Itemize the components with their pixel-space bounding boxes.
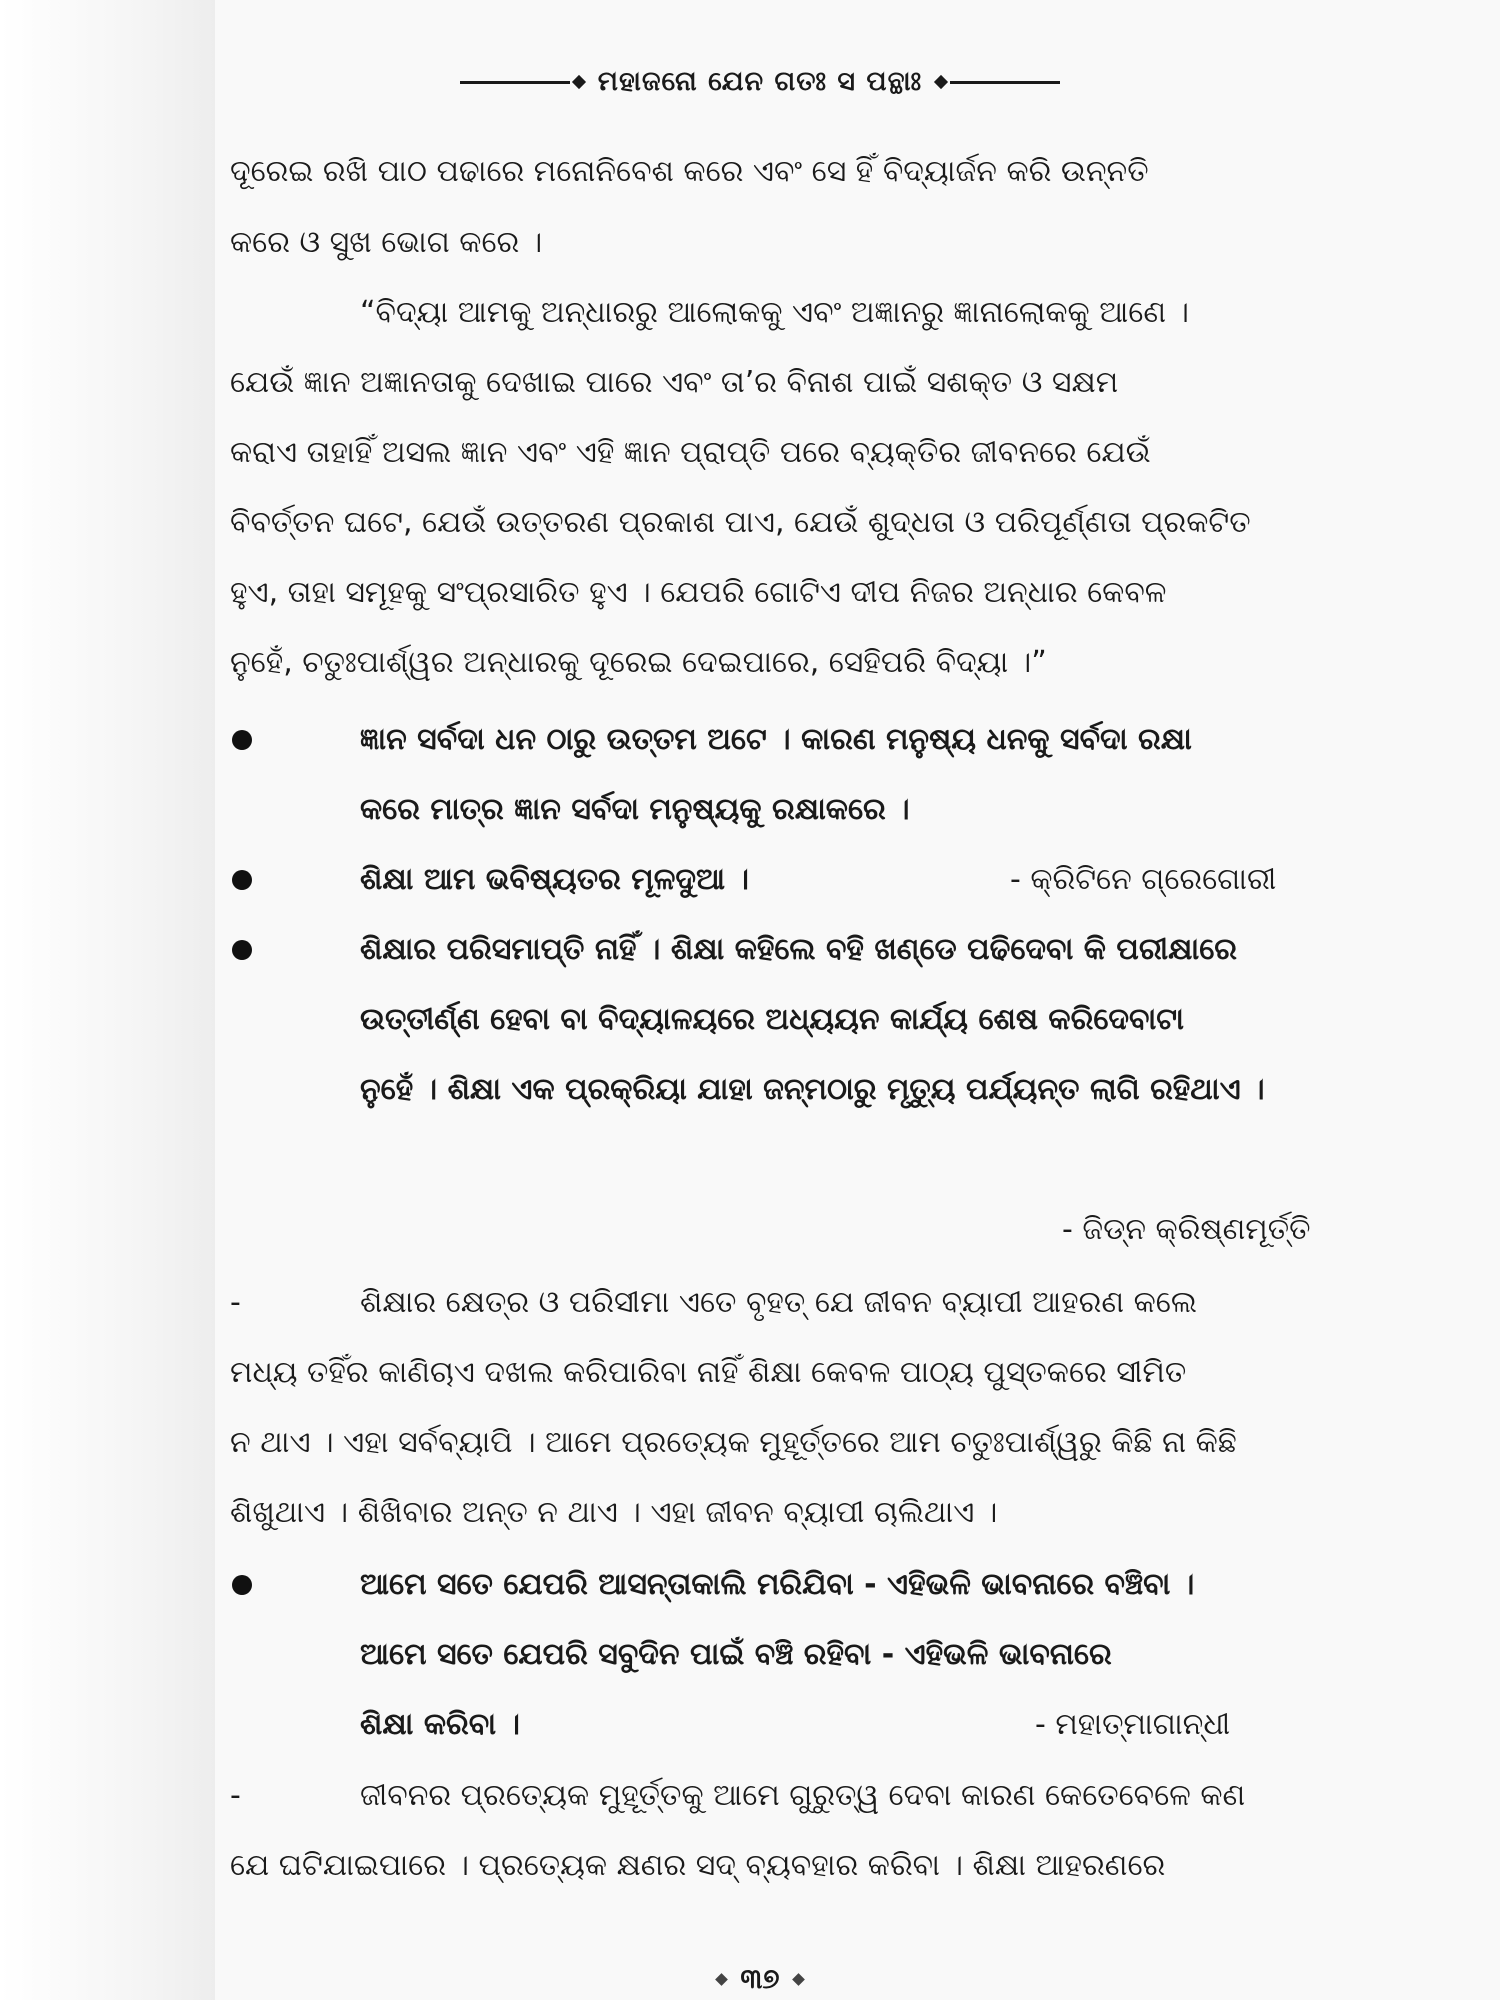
header-rule-left	[460, 81, 570, 84]
header-diamond-right-icon	[934, 75, 948, 89]
page-number: ୩୭	[740, 1962, 780, 1995]
header-rule-right	[950, 81, 1060, 84]
paragraph-line: ଶିଖୁଥାଏ । ଶିଖିବାର ଅନ୍ତ ନ ଥାଏ । ଏହା ଜୀବନ ବ୍ୟାପୀ ଚାଲିଥାଏ ।	[230, 1495, 998, 1530]
paragraph-line: ଦୂରେଇ ରଖି ପାଠ ପଢାରେ ମନୋନିବେଶ କରେ ଏବଂ ସେ ହିଁ ବିଦ୍ୟାର୍ଜନ କରି ଉନ୍ନତି	[230, 154, 1149, 189]
bullet-text: ଶିକ୍ଷା ଆମ ଭବିଷ୍ୟତର ମୂଳଦୁଆ ।	[360, 862, 750, 897]
quote-line: କରାଏ ତାହାହିଁ ଅସଲ ଜ୍ଞାନ ଏବଂ ଏହି ଜ୍ଞାନ ପ୍ରାପ୍ତି ପରେ ବ୍ୟକ୍ତିର ଜୀବନରେ ଯେଉଁ	[230, 435, 1151, 470]
bullet-icon	[232, 730, 252, 750]
paragraph-dash: -	[230, 1285, 241, 1320]
header-diamond-left-icon	[572, 75, 586, 89]
bullet-text: ଶିକ୍ଷା କରିବା ।	[360, 1707, 520, 1742]
paragraph-line: ମଧ୍ୟ ତହିଁର କାଣିଚାଏ ଦଖଲ କରିପାରିବା ନାହିଁ ଶିକ୍ଷା କେବଳ ପାଠ୍ୟ ପୁସ୍ତକରେ ସୀମିତ	[230, 1355, 1187, 1390]
quote-line: ବିବର୍ତ୍ତନ ଘଟେ, ଯେଉଁ ଉତ୍ତରଣ ପ୍ରକାଶ ପାଏ, ଯେଉଁ ଶୁଦ୍ଧତା ଓ ପରିପୂର୍ଣ୍ଣତା ପ୍ରକଟିତ	[230, 505, 1251, 540]
bullet-text: ଶିକ୍ଷାର ପରିସମାପ୍ତି ନାହିଁ । ଶିକ୍ଷା କହିଲେ ବହି ଖଣ୍ଡେ ପଢିଦେବା କି ପରୀକ୍ଷାରେ	[360, 932, 1237, 967]
bullet-text: ଜ୍ଞାନ ସର୍ବଦା ଧନ ଠାରୁ ଉତ୍ତମ ଅଟେ । କାରଣ ମନୁଷ୍ୟ ଧନକୁ ସର୍ବଦା ରକ୍ଷା	[360, 722, 1192, 757]
footer-diamond-left-icon	[716, 1973, 729, 1986]
paragraph-line: ଶିକ୍ଷାର କ୍ଷେତ୍ର ଓ ପରିସୀମା ଏତେ ବୃହତ୍ ଯେ ଜୀବନ ବ୍ୟାପୀ ଆହରଣ କଲେ	[360, 1285, 1197, 1320]
paragraph-line: ଯେ ଘଟିଯାଇପାରେ । ପ୍ରତ୍ୟେକ କ୍ଷଣର ସଦ୍ ବ୍ୟବହାର କରିବା । ଶିକ୍ଷା ଆହରଣରେ	[230, 1848, 1166, 1883]
quote-line: “ବିଦ୍ୟା ଆମକୁ ଅନ୍ଧାରରୁ ଆଲୋକକୁ ଏବଂ ଅଜ୍ଞାନରୁ ଜ୍ଞାନାଲୋକକୁ ଆଣେ ।	[360, 295, 1190, 330]
footer-diamond-right-icon	[792, 1973, 805, 1986]
running-header	[410, 62, 1110, 102]
bullet-text: କରେ ମାତ୍ର ଜ୍ଞାନ ସର୍ବଦା ମନୁଷ୍ୟକୁ ରକ୍ଷାକରେ ।	[360, 792, 910, 827]
bullet-icon	[232, 870, 252, 890]
page-gutter-shadow	[0, 0, 215, 2000]
bullet-text: ଉତ୍ତୀର୍ଣ୍ଣ ହେବା ବା ବିଦ୍ୟାଳୟରେ ଅଧ୍ୟୟନ କାର୍ଯ୍ୟ ଶେଷ କରିଦେବାଟା	[360, 1002, 1184, 1037]
paragraph-line: କରେ ଓ ସୁଖ ଭୋଗ କରେ ।	[230, 225, 543, 260]
quote-line: ହୁଏ, ତାହା ସମୂହକୁ ସଂପ୍ରସାରିତ ହୁଏ । ଯେପରି ଗୋଟିଏ ଦୀପ ନିଜର ଅନ୍ଧାର କେବଳ	[230, 575, 1167, 610]
bullet-icon	[232, 940, 252, 960]
quote-attribution: - କ୍ରିଟିନେ ଗ୍ରେଗୋରୀ	[1010, 862, 1277, 897]
quote-attribution: - ମହାତ୍ମାଗାନ୍ଧୀ	[1035, 1707, 1231, 1742]
quote-line: ନୁହେଁ, ଚତୁଃପାର୍ଶ୍ୱର ଅନ୍ଧାରକୁ ଦୂରେଇ ଦେଇପାରେ, ସେହିପରି ବିଦ୍ୟା ।”	[230, 645, 1047, 680]
header-title: ମହାଜନୋ ଯେନ ଗତଃ ସ ପନ୍ଥାଃ	[597, 66, 923, 97]
quote-attribution: - ଜିଡ୍ନ କ୍ରିଷ୍ଣମୂର୍ତ୍ତି	[1062, 1212, 1311, 1247]
bullet-text: ଆମେ ସତେ ଯେପରି ସବୁଦିନ ପାଇଁ ବଞ୍ଚି ରହିବା - ଏହିଭଳି ଭାବନାରେ	[360, 1637, 1112, 1672]
quote-line: ଯେଉଁ ଜ୍ଞାନ ଅଜ୍ଞାନତାକୁ ଦେଖାଇ ପାରେ ଏବଂ ତା’ର ବିନାଶ ପାଇଁ ସଶକ୍ତ ଓ ସକ୍ଷମ	[230, 365, 1119, 400]
bullet-icon	[232, 1575, 252, 1595]
bullet-text: ନୁହେଁ । ଶିକ୍ଷା ଏକ ପ୍ରକ୍ରିୟା ଯାହା ଜନ୍ମଠାରୁ ମୃତ୍ୟୁ ପର୍ଯ୍ୟନ୍ତ ଲାଗି ରହିଥାଏ ।	[360, 1072, 1265, 1107]
paragraph-line: ଜୀବନର ପ୍ରତ୍ୟେକ ମୁହୂର୍ତ୍ତକୁ ଆମେ ଗୁରୁତ୍ୱ ଦେବା କାରଣ କେତେବେଳେ କଣ	[360, 1778, 1246, 1813]
paragraph-line: ନ ଥାଏ । ଏହା ସର୍ବବ୍ୟାପି । ଆମେ ପ୍ରତ୍ୟେକ ମୁହୂର୍ତ୍ତରେ ଆମ ଚତୁଃପାର୍ଶ୍ୱରୁ କିଛି ନା କିଛି	[230, 1425, 1237, 1460]
bullet-text: ଆମେ ସତେ ଯେପରି ଆସନ୍ତାକାଲି ମରିଯିବା - ଏହିଭଳି ଭାବନାରେ ବଞ୍ଚିବା ।	[360, 1567, 1195, 1602]
page-footer	[680, 1964, 840, 1994]
paragraph-dash: -	[230, 1778, 241, 1813]
